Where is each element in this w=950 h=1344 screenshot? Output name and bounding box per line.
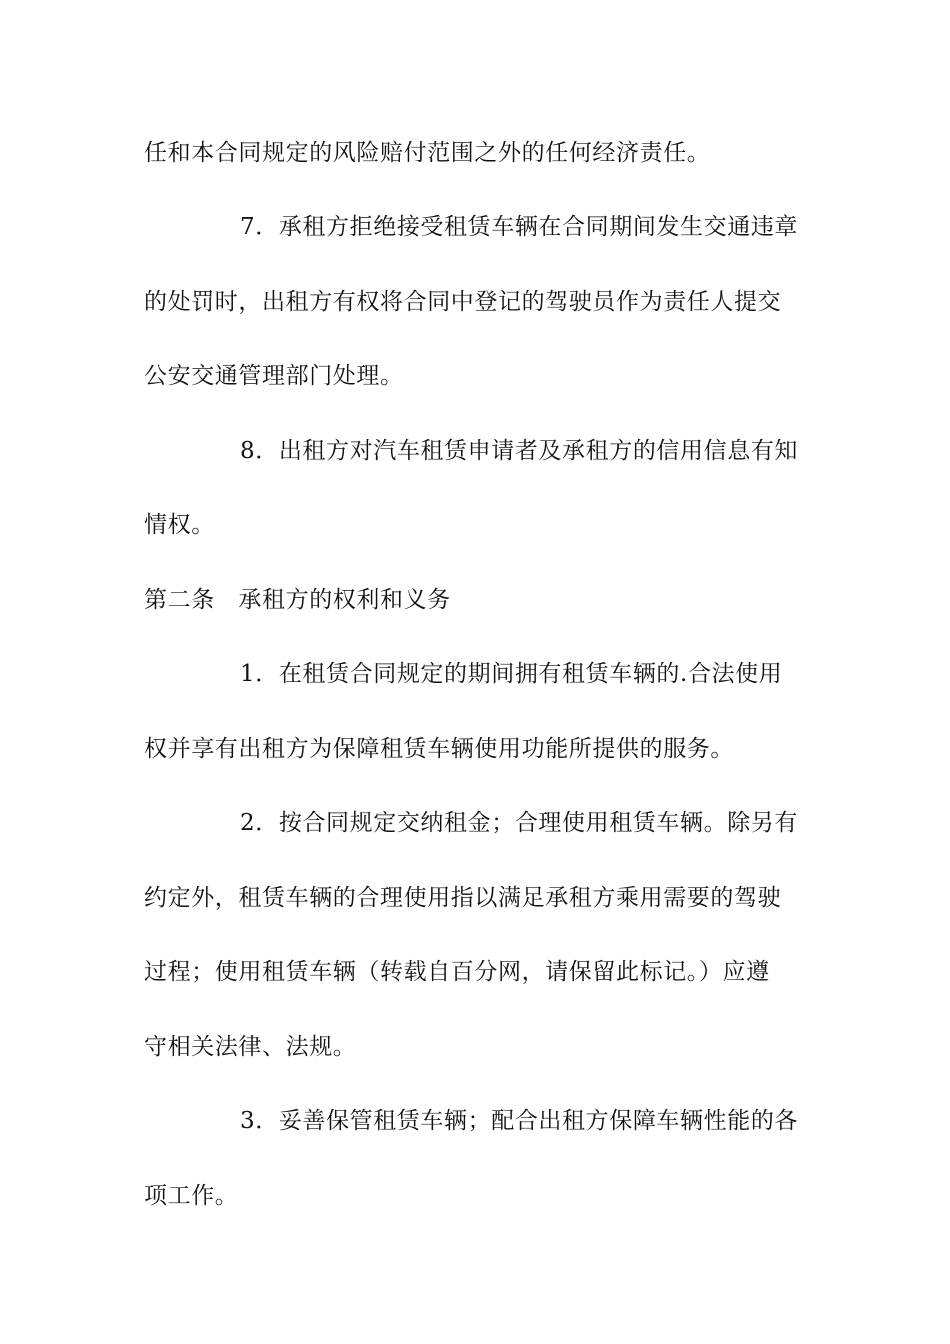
paragraph-line: 任和本合同规定的风险赔付范围之外的任何经济责任。 — [144, 140, 711, 166]
clause-1-line: 1．在租赁合同规定的期间拥有租赁车辆的.合法使用 — [240, 661, 783, 687]
section-heading: 第二条 承租方的权利和义务 — [144, 587, 451, 613]
paragraph-line: 权并享有出租方为保障租赁车辆使用功能所提供的服务。 — [144, 736, 734, 762]
clause-2-line: 2．按合同规定交纳租金；合理使用租赁车辆。除另有 — [240, 810, 799, 836]
paragraph-line: 守相关法律、法规。 — [144, 1034, 357, 1060]
clause-7-line: 7．承租方拒绝接受租赁车辆在合同期间发生交通违章 — [240, 214, 799, 240]
clause-8-line: 8．出租方对汽车租赁申请者及承租方的信用信息有知 — [240, 438, 799, 464]
paragraph-line: 项工作。 — [144, 1183, 239, 1209]
paragraph-line: 情权。 — [144, 512, 215, 538]
paragraph-line: 的处罚时，出租方有权将合同中登记的驾驶员作为责任人提交 — [144, 289, 782, 315]
paragraph-line: 公安交通管理部门处理。 — [144, 363, 404, 389]
clause-3-line: 3．妥善保管租赁车辆；配合出租方保障车辆性能的各 — [240, 1108, 799, 1134]
paragraph-line: 约定外，租赁车辆的合理使用指以满足承租方乘用需要的驾驶 — [144, 885, 782, 911]
paragraph-line: 过程；使用租赁车辆（转载自百分网，请保留此标记。）应遵 — [144, 959, 770, 985]
